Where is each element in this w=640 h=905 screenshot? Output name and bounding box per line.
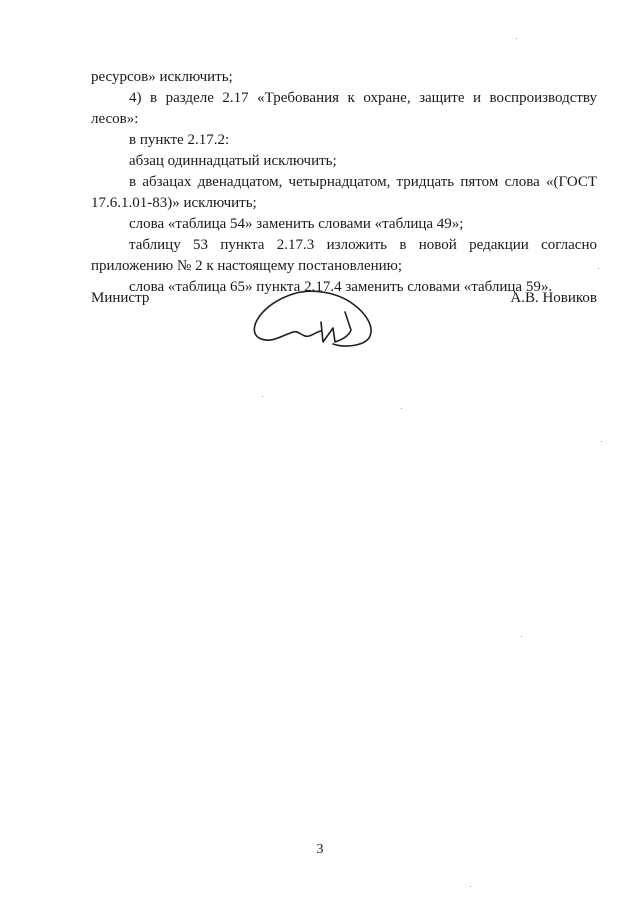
paragraph-line: таблицу 53 пункта 2.17.3 изложить в новой редакции согласно [129, 237, 597, 253]
paragraph-line: лесов»: [91, 111, 139, 127]
scan-speck [262, 396, 263, 397]
paragraph-line: абзац одиннадцатый исключить; [129, 153, 337, 169]
paragraph-line: ресурсов» исключить; [91, 69, 233, 85]
scan-speck [401, 408, 402, 409]
signature-block [91, 282, 597, 362]
paragraph-line: 4) в разделе 2.17 «Требования к охране, защите и воспроизводству [129, 90, 597, 106]
scan-speck [598, 268, 599, 269]
paragraph-line: 17.6.1.01-83)» исключить; [91, 195, 257, 211]
scan-speck [521, 636, 522, 637]
paragraph-line: в пункте 2.17.2: [129, 132, 230, 148]
scan-speck [470, 886, 471, 887]
scan-speck [516, 38, 517, 39]
signatory-name: А.В. Новиков [510, 290, 597, 306]
page-number: 3 [316, 842, 324, 857]
paragraph-line: приложению № 2 к настоящему постановлению; [91, 258, 403, 274]
handwritten-signature [241, 282, 381, 362]
paragraph-line: слова «таблица 54» заменить словами «таблица 49»; [129, 216, 464, 232]
paragraph-line: слова «таблица 65» пункта 2.17.4 заменить словами «таблица 59». [129, 279, 553, 295]
paragraph-line: в абзацах двенадцатом, четырнадцатом, тридцать пятом слова «(ГОСТ [129, 174, 597, 190]
document-body [91, 67, 597, 298]
scan-speck [601, 441, 602, 442]
signatory-role: Министр [91, 290, 150, 306]
